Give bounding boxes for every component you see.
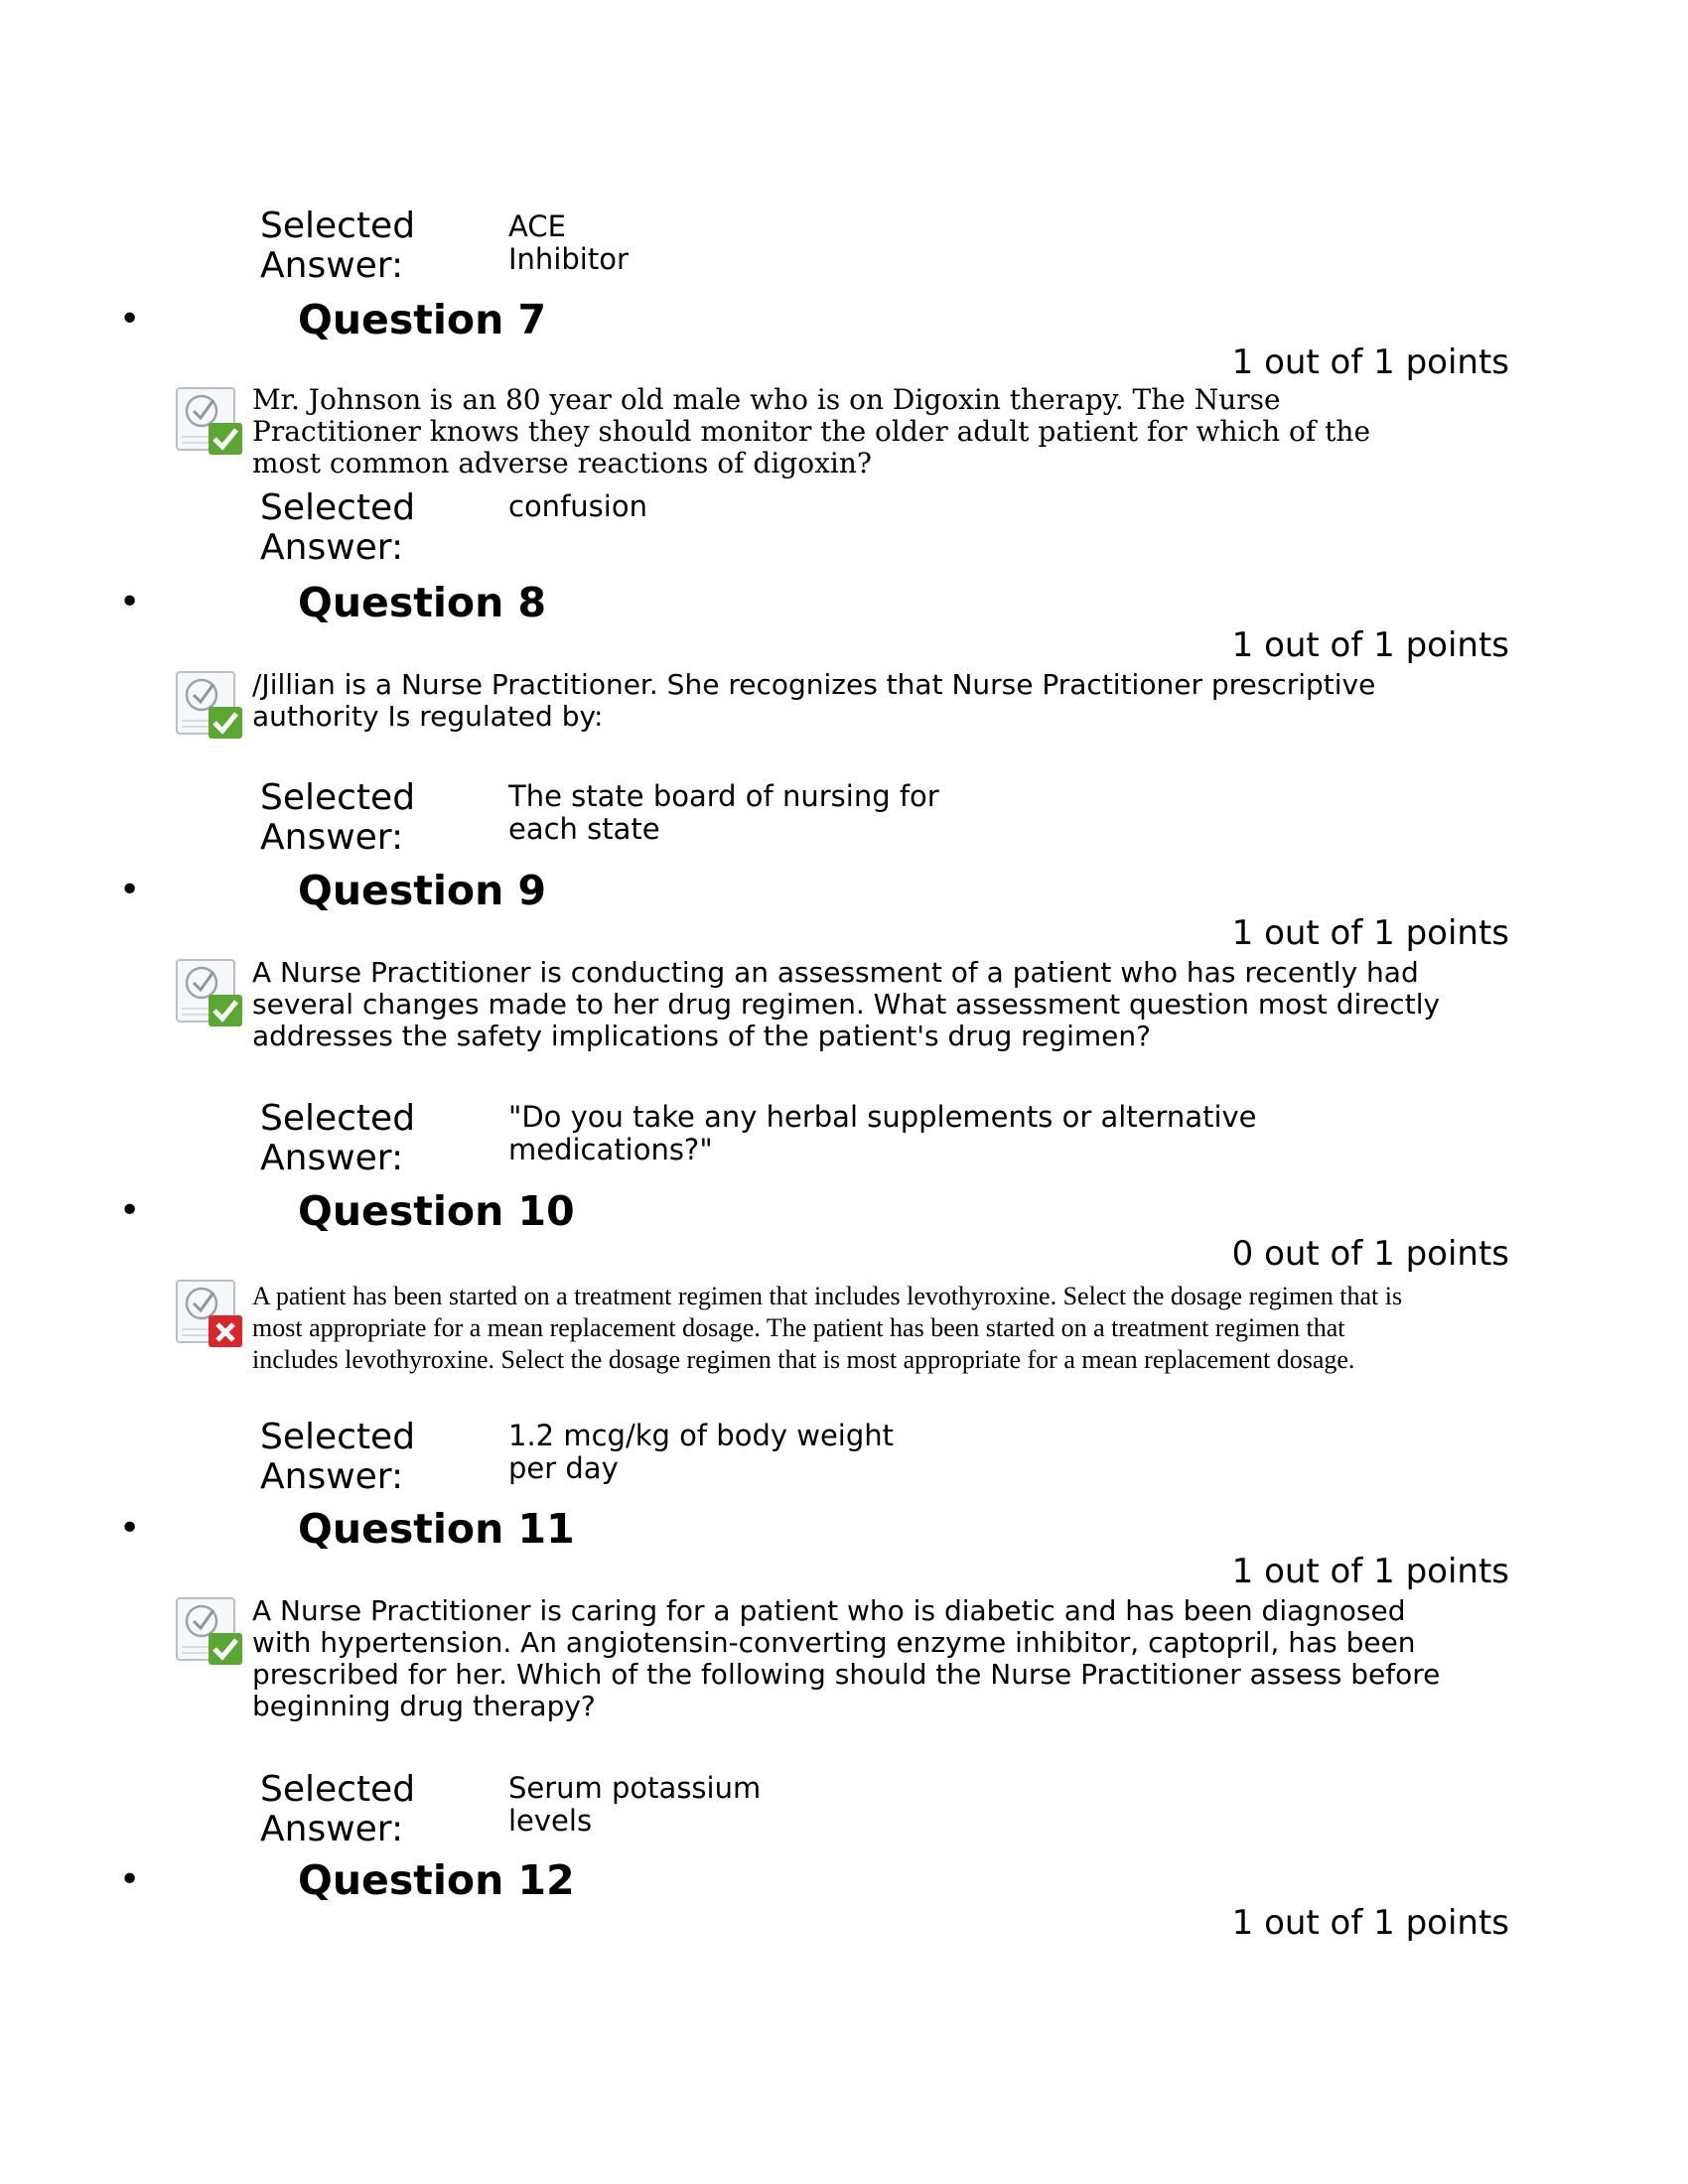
question-title: Question 8 bbox=[298, 579, 547, 626]
bullet: • bbox=[119, 870, 141, 910]
selected-answer-label: Selected Answer: bbox=[260, 1769, 416, 1849]
question-text: /Jillian is a Nurse Practitioner. She recognizes that Nurse Practitioner prescriptive authority Is regulated by: bbox=[252, 668, 1376, 733]
question-text: A patient has been started on a treatment regimen that includes levothyroxine. Select the dosage regimen that is most appropriate for a mean replacement dosage. The patient has been started on a treatment regimen that includes levothyroxine. Select the dosage regimen that is most appropriate for a mean replacement dosage. bbox=[252, 1282, 1403, 1374]
question-points: 1 out of 1 points bbox=[1231, 913, 1509, 953]
selected-answer-value: confusion bbox=[508, 489, 647, 523]
question-text: A Nurse Practitioner is caring for a patient who is diabetic and has been diagnosed with hypertension. An angiotensin-converting enzyme inhibitor, captopril, has been prescribed for her. Which of the following should the Nurse Practitioner assess before beginning drug therapy? bbox=[252, 1594, 1441, 1722]
bullet: • bbox=[119, 582, 141, 622]
selected-answer-value: 1.2 mcg/kg of body weight per day bbox=[508, 1419, 895, 1485]
graded-correct-icon bbox=[174, 1595, 245, 1667]
graded-incorrect-icon bbox=[174, 1278, 245, 1349]
selected-answer-value: Serum potassium levels bbox=[508, 1771, 762, 1838]
selected-answer-value: ACE Inhibitor bbox=[508, 209, 629, 276]
bullet: • bbox=[119, 299, 141, 340]
bullet: • bbox=[119, 1508, 141, 1549]
selected-answer-label: Selected Answer: bbox=[260, 777, 416, 858]
selected-answer-value: "Do you take any herbal supplements or alternative medications?" bbox=[508, 1100, 1257, 1166]
selected-answer-label: Selected Answer: bbox=[260, 1417, 416, 1497]
question-points: 1 out of 1 points bbox=[1231, 342, 1509, 382]
graded-correct-icon bbox=[174, 385, 245, 457]
question-text: A Nurse Practitioner is conducting an assessment of a patient who has recently had several changes made to her drug regimen. What assessment question most directly addresses the safety implications of the patient's drug regimen? bbox=[252, 956, 1441, 1052]
bullet: • bbox=[119, 1859, 141, 1900]
question-text: Mr. Johnson is an 80 year old male who is on Digoxin therapy. The Nurse Practitioner knows they should monitor the older adult patient for which of the most common adverse reactions of digoxin? bbox=[252, 383, 1371, 479]
question-points: 1 out of 1 points bbox=[1231, 625, 1509, 665]
selected-answer-value: The state board of nursing for each state bbox=[508, 779, 939, 846]
graded-correct-icon bbox=[174, 957, 245, 1028]
question-points: 1 out of 1 points bbox=[1231, 1552, 1509, 1591]
question-title: Question 9 bbox=[298, 867, 547, 914]
question-title: Question 10 bbox=[298, 1187, 575, 1235]
bullet: • bbox=[119, 1190, 141, 1231]
question-points: 0 out of 1 points bbox=[1231, 1234, 1509, 1274]
question-points: 1 out of 1 points bbox=[1231, 1903, 1509, 1943]
question-title: Question 11 bbox=[298, 1505, 575, 1553]
question-title: Question 12 bbox=[298, 1856, 575, 1904]
graded-correct-icon bbox=[174, 669, 245, 741]
selected-answer-label: Selected Answer: bbox=[260, 205, 416, 286]
selected-answer-label: Selected Answer: bbox=[260, 1098, 416, 1178]
question-title: Question 7 bbox=[298, 296, 547, 343]
selected-answer-label: Selected Answer: bbox=[260, 487, 416, 568]
